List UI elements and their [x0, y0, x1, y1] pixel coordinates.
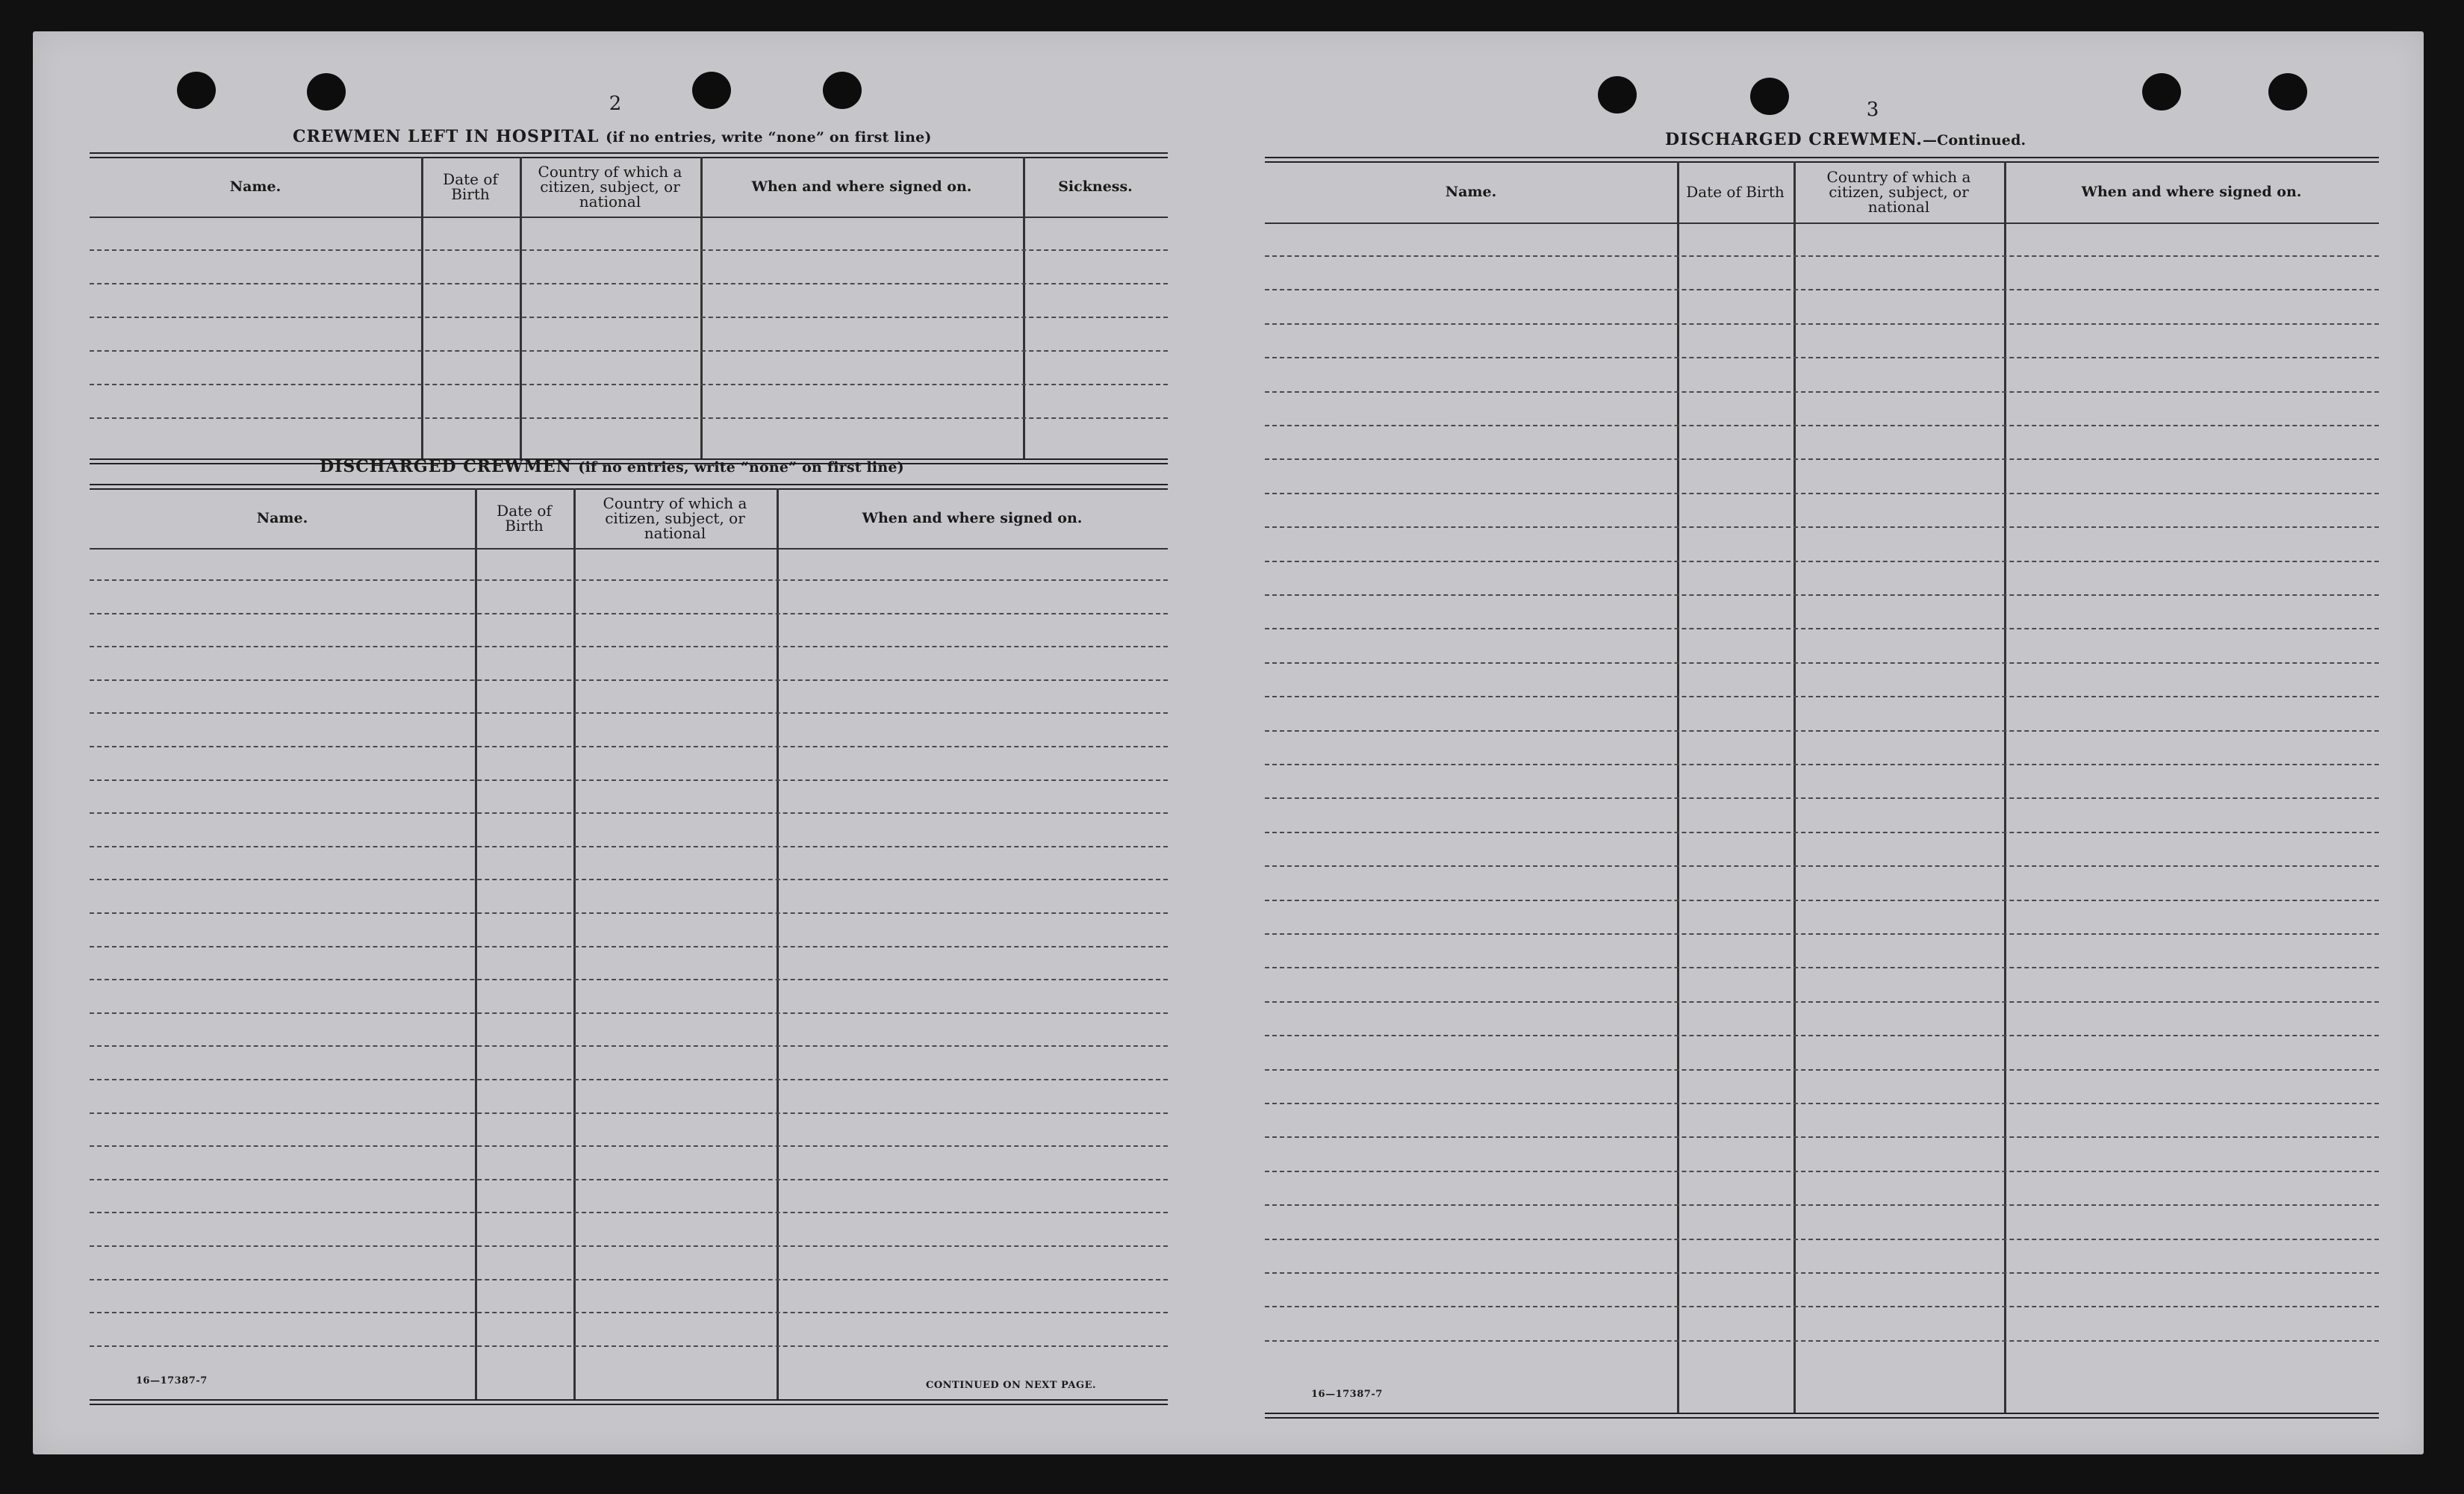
entry-line — [90, 384, 1168, 385]
section-title-suffix: —Continued. — [1922, 132, 2026, 149]
section-note: (if no entries, write “none” on first line) — [606, 129, 932, 146]
entry-line — [90, 1279, 1168, 1280]
column-divider — [1793, 161, 1796, 1413]
form-sheet — [33, 31, 2424, 1454]
column-header: When and where signed on. — [2081, 184, 2302, 200]
column-header: When and where signed on. — [751, 178, 972, 195]
column-header: Name. — [229, 178, 281, 195]
entry-line — [90, 912, 1168, 914]
entry-line — [1265, 323, 2379, 325]
column-divider — [475, 488, 477, 1399]
right-page — [1228, 31, 2424, 1454]
entry-line — [1265, 832, 2379, 833]
entry-line — [1265, 1103, 2379, 1104]
entry-line — [90, 846, 1168, 847]
entry-line — [1265, 391, 2379, 393]
table-header-rule — [90, 548, 1168, 550]
table-header-rule — [1265, 222, 2379, 224]
section-title — [320, 457, 904, 476]
entry-line — [90, 1045, 1168, 1047]
entry-line — [90, 249, 1168, 251]
entry-line — [90, 1179, 1168, 1180]
left-page — [33, 31, 1228, 1454]
column-divider — [573, 488, 576, 1399]
entry-line — [90, 979, 1168, 980]
column-header: Country of which a citizen, subject, or national — [603, 494, 747, 542]
entry-line — [1265, 526, 2379, 528]
page-number: 3 — [1866, 99, 1879, 121]
entry-line — [90, 746, 1168, 747]
entry-line — [1265, 1204, 2379, 1206]
column-header: Name. — [1445, 184, 1497, 200]
entry-line — [1265, 900, 2379, 901]
entry-line — [1265, 1340, 2379, 1342]
column-divider — [520, 157, 522, 458]
section-title — [1665, 130, 2026, 149]
discharged-table — [90, 484, 1168, 1410]
column-divider — [1677, 161, 1679, 1413]
entry-line — [1265, 933, 2379, 935]
entry-line — [90, 613, 1168, 614]
column-header: Name. — [256, 510, 308, 526]
entry-line — [1265, 289, 2379, 290]
entry-line — [1265, 255, 2379, 257]
table-top-rule — [1265, 157, 2379, 163]
entry-line — [1265, 1171, 2379, 1172]
entry-line — [90, 712, 1168, 714]
entry-line — [90, 1112, 1168, 1114]
table-bottom-rule — [1265, 1413, 2379, 1419]
discharged-continued-table — [1265, 157, 2379, 1426]
entry-line — [1265, 1136, 2379, 1138]
entry-line — [90, 1312, 1168, 1313]
entry-line — [90, 1012, 1168, 1014]
entry-line — [90, 679, 1168, 681]
column-header: Date of Birth — [443, 170, 498, 203]
entry-line — [1265, 1001, 2379, 1003]
entry-line — [1265, 1272, 2379, 1274]
column-divider — [2004, 161, 2006, 1413]
entry-line — [1265, 662, 2379, 664]
entry-line — [1265, 1035, 2379, 1036]
column-divider — [421, 157, 423, 458]
column-header: Country of which a citizen, subject, or national — [1826, 168, 1971, 216]
column-header: Date of Birth — [1686, 183, 1785, 201]
entry-line — [90, 350, 1168, 352]
column-divider — [777, 488, 779, 1399]
entry-line — [90, 646, 1168, 647]
column-header: Date of Birth — [497, 502, 552, 535]
entry-line — [90, 417, 1168, 419]
entry-line — [1265, 628, 2379, 629]
entry-line — [1265, 1069, 2379, 1071]
entry-line — [90, 1212, 1168, 1213]
entry-line — [90, 579, 1168, 581]
entry-line — [90, 946, 1168, 947]
column-header: Sickness. — [1058, 178, 1133, 195]
table-top-rule — [90, 152, 1168, 158]
column-divider — [1023, 157, 1025, 458]
entry-line — [1265, 797, 2379, 799]
entry-line — [90, 1079, 1168, 1080]
entry-line — [1265, 561, 2379, 562]
page-number: 2 — [609, 93, 622, 115]
entry-line — [90, 283, 1168, 284]
column-header: When and where signed on. — [862, 510, 1083, 526]
table-bottom-rule — [90, 1399, 1168, 1405]
entry-line — [1265, 425, 2379, 426]
entry-line — [1265, 967, 2379, 968]
entry-line — [90, 812, 1168, 814]
entry-line — [1265, 1306, 2379, 1307]
entry-line — [90, 779, 1168, 781]
entry-line — [1265, 865, 2379, 867]
column-header: Country of which a citizen, subject, or national — [538, 163, 682, 211]
section-note: (if no entries, write “none” on first line) — [578, 459, 904, 476]
hospital-table — [90, 152, 1168, 466]
entry-line — [90, 879, 1168, 880]
form-number: 16—17387-7 — [136, 1375, 208, 1386]
table-top-rule — [90, 484, 1168, 490]
table-header-rule — [90, 217, 1168, 218]
entry-line — [90, 1345, 1168, 1347]
entry-line — [1265, 730, 2379, 732]
entry-line — [90, 1245, 1168, 1247]
column-divider — [700, 157, 703, 458]
entry-line — [1265, 696, 2379, 697]
entry-line — [90, 1145, 1168, 1147]
section-title-text: DISCHARGED CREWMEN. — [1665, 130, 1923, 149]
entry-line — [90, 317, 1168, 318]
entry-line — [1265, 594, 2379, 596]
entry-line — [1265, 1239, 2379, 1240]
continued-note: CONTINUED ON NEXT PAGE. — [926, 1380, 1096, 1391]
section-title — [293, 127, 932, 146]
entry-line — [1265, 493, 2379, 494]
entry-line — [1265, 357, 2379, 358]
section-title-text: DISCHARGED CREWMEN — [320, 457, 572, 476]
form-number: 16—17387-7 — [1311, 1389, 1383, 1400]
entry-line — [1265, 458, 2379, 460]
section-title-text: CREWMEN LEFT IN HOSPITAL — [293, 127, 600, 146]
entry-line — [1265, 764, 2379, 765]
